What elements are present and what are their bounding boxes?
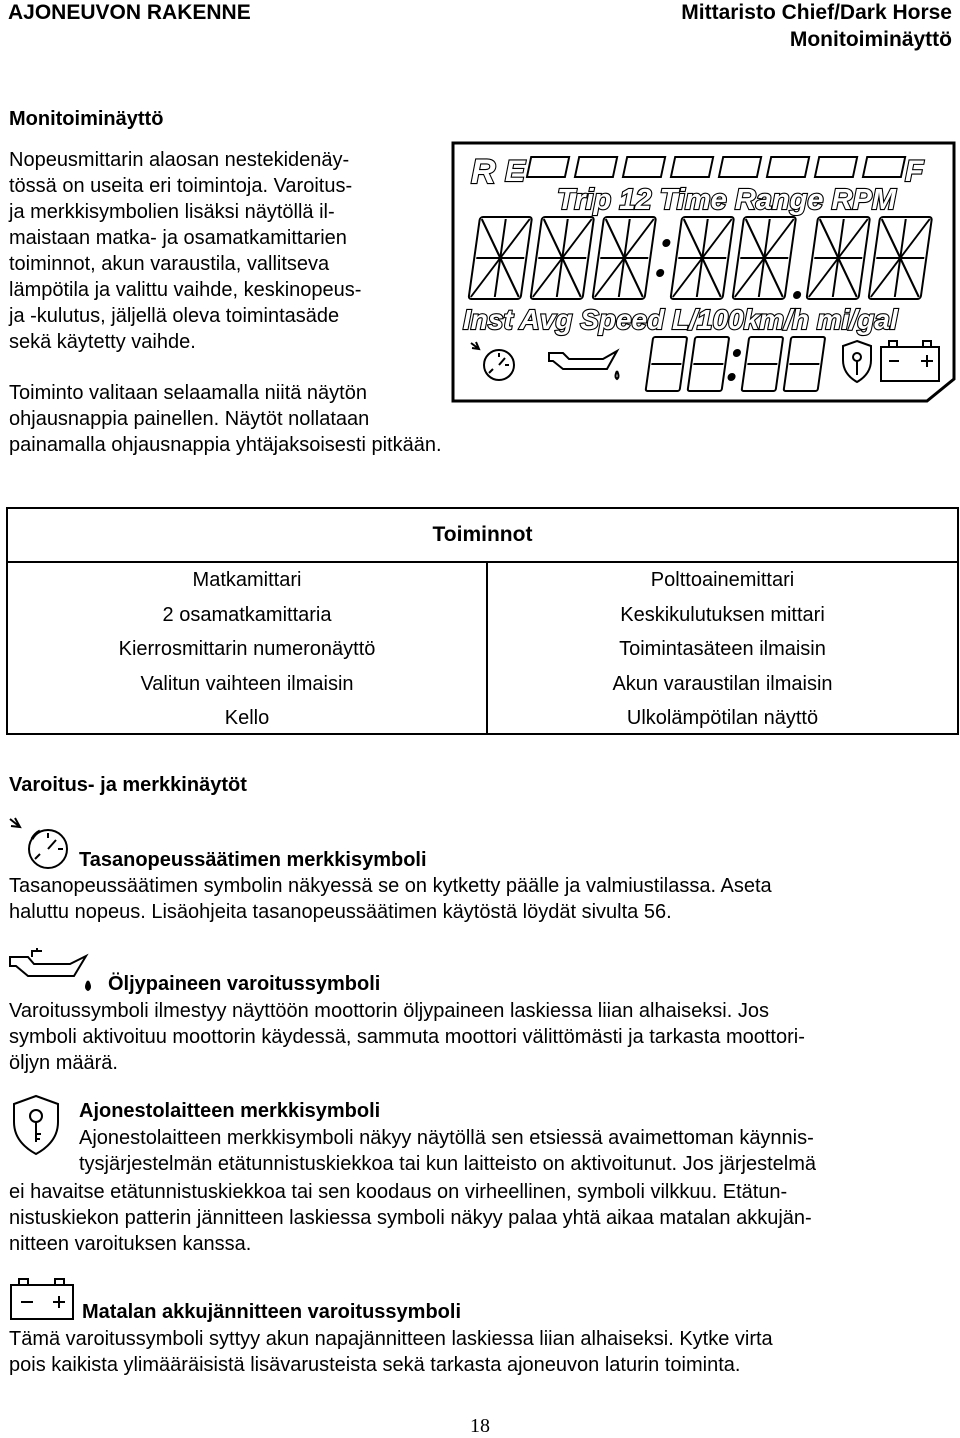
lcd-display-svg [449,139,958,405]
functions-left-column [8,563,486,736]
intro-line: ja -kulutus, jäljellä oleva toimintasäde [9,305,340,327]
warning-body-oil [9,998,954,1076]
warning-title-immobilizer: Ajonestolaitteen merkkisymboli [79,1100,381,1122]
battery-icon [9,1277,77,1323]
body-line: nistuskiekon patterin jännitteen laskiessa symboli näkyy palaa yhtä aikaa matalan akkujän- [9,1207,812,1229]
function-cell: Polttoainemittari [650,569,795,591]
page-number: 18 [470,1415,490,1437]
warnings-title: Varoitus- ja merkkinäytöt [9,774,247,796]
body-line: Tämä varoitussymboli syttyy akun napajännitteen laskiessa liian alhaiseksi. Kytke virta [9,1328,773,1350]
lcd-letter-r: R [471,153,496,191]
body-line: ei havaitse etätunnistuskiekkoa tai sen koodaus on virheellinen, symboli vilkkuu. Etätun- [9,1181,788,1203]
lcd-row1-labels: Trip 12 Time Range RPM [557,184,896,216]
warning-title-battery: Matalan akkujännitteen varoitussymboli [82,1301,461,1323]
body-line: tysjärjestelmän etätunnistuskiekkoa tai kun laitteisto on aktivoitunut. Jos järjestelmä [79,1153,817,1175]
lcd-row2-labels: Inst Avg Speed L/100km/h mi/gal [463,304,898,335]
function-cell: Kello [224,707,270,730]
function-cell: Ulkolämpötilan näyttö [626,707,819,730]
header-left: AJONEUVON RAKENNE [8,1,251,24]
intro-line: toiminnot, akun varaustila, vallitseva [9,253,330,275]
body-line: symboli aktivoituu moottorin käydessä, sammuta moottori välittömästi ja tarkasta moottori- [9,1026,805,1048]
function-cell: Keskikulutuksen mittari [620,603,825,626]
intro-line: tössä on useita eri toimintoja. Varoitus- [9,175,353,197]
warning-title-oil: Öljypaineen varoitussymboli [108,973,381,995]
functions-table-title: Toiminnot [432,523,533,546]
function-cell: 2 osamatkamittaria [162,603,332,626]
body-line: pois kaikista ylimääräisistä lisävarusteista sekä tarkasta ajoneuvon laturin toiminta. [9,1354,741,1376]
intro-line: ja merkkisymbolien lisäksi näytöllä il- [9,201,335,223]
warning-body-cruise [9,873,954,925]
section-title: Monitoiminäyttö [9,108,164,130]
intro-line: Nopeusmittarin alaosan nestekidenäy- [9,149,350,171]
body-line: Varoitussymboli ilmestyy näyttöön moottorin öljypaineen laskiessa liian alhaiseksi. Jos [9,1000,769,1022]
body-line: nitteen varoituksen kanssa. [9,1233,252,1255]
warning-body-immobilizer [9,1179,954,1257]
security-key-icon [10,1094,66,1156]
warning-body-immobilizer-indented [79,1125,949,1177]
body-line: Ajonestolaitteen merkkisymboli näkyy näytöllä sen etsiessä avaimettoman käynnis- [79,1127,814,1149]
lcd-display-illustration [449,139,958,405]
selection-line: painamalla ohjausnappia yhtäjaksoisesti pitkään. [9,434,442,456]
function-cell: Toimintasäteen ilmaisin [619,638,826,661]
selection-line: ohjausnappia painellen. Näytöt nollataan [9,408,370,430]
warning-title-cruise: Tasanopeussäätimen merkkisymboli [79,849,427,871]
function-cell: Valitun vaihteen ilmaisin [140,672,354,695]
header-right-line1: Mittaristo Chief/Dark Horse [681,1,952,24]
lcd-letter-f: F [905,155,924,188]
body-line: haluttu nopeus. Lisäohjeita tasanopeussäätimen käytöstä löydät sivulta 56. [9,901,672,923]
intro-line: maistaan matka- ja osamatkamittarien [9,227,347,249]
function-cell: Kierrosmittarin numeronäyttö [118,638,376,661]
warning-body-battery [9,1326,954,1378]
selection-line: Toiminto valitaan selaamalla niitä näytön [9,382,367,404]
lcd-letter-e: E [505,155,526,188]
cruise-control-icon [8,815,72,873]
function-cell: Akun varaustilan ilmaisin [612,672,833,695]
body-line: öljyn määrä. [9,1052,118,1074]
function-cell: Matkamittari [192,569,302,591]
intro-paragraph [9,147,439,355]
functions-table [6,507,959,735]
body-line: Tasanopeussäätimen symbolin näkyessä se on kytketty päälle ja valmiustilassa. Aseta [9,875,772,897]
header-right-line2: Monitoiminäyttö [789,28,952,51]
functions-right-column [488,563,957,736]
oil-pressure-icon [8,947,94,993]
intro-line: sekä käytetty vaihde. [9,331,196,353]
intro-line: lämpötila ja valittu vaihde, keskinopeus- [9,279,362,301]
